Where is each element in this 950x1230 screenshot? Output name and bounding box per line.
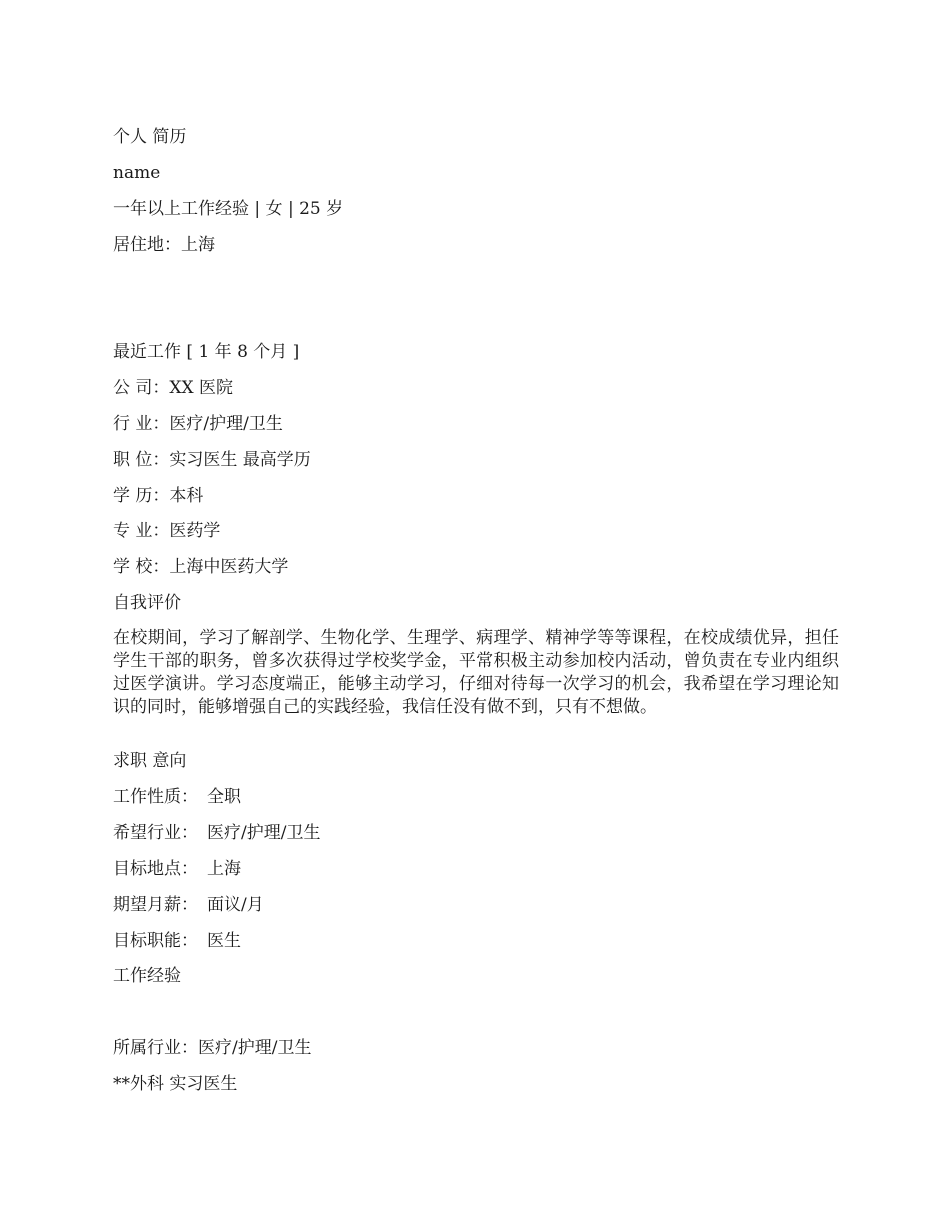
intention-value: 上海 (207, 859, 241, 879)
intention-value: 全职 (207, 787, 241, 807)
self-eval-heading: 自我评价 (113, 593, 181, 613)
self-eval-text: 在校期间，学习了解剖学、生物化学、生理学、病理学、精神学等等课程，在校成绩优异，担任学生干部的职务，曾多次获得过学校奖学金，平常积极主动参加校内活动，曾负责在专业内组织过医学演讲。学习态度端正，能够主动学习，仔细对待每一次学习的机会，我希望在学习理论知识的同时，能够增强自己的实践经验，我信任没有做不到，只有不想做。 (113, 628, 839, 717)
recent-job-heading: 最近工作 [ 1 年 8 个月 ] (113, 342, 300, 362)
experience-industry: 所属行业：医疗/护理/卫生 (113, 1038, 312, 1058)
intention-label: 工作性质： (113, 787, 198, 807)
recent-job-industry: 行 业：医疗/护理/卫生 (113, 414, 283, 434)
education-major: 专 业：医药学 (113, 521, 221, 541)
experience-heading: 工作经验 (113, 966, 181, 986)
candidate-residence: 居住地：上海 (113, 235, 215, 255)
intention-value: 面议/月 (207, 895, 264, 915)
intention-row-function (113, 930, 241, 952)
education-school: 学 校：上海中医药大学 (113, 557, 289, 577)
recent-job-company: 公 司：XX 医院 (113, 378, 234, 398)
intention-heading: 求职 意向 (113, 751, 187, 771)
education-degree: 学 历：本科 (113, 486, 204, 506)
intention-label: 希望行业： (113, 823, 198, 843)
intention-row-industry (113, 822, 320, 844)
resume-page (113, 0, 841, 1230)
intention-label: 期望月薪： (113, 895, 198, 915)
intention-label: 目标地点： (113, 859, 198, 879)
intention-value: 医疗/护理/卫生 (207, 823, 321, 843)
recent-job-position: 职 位：实习医生 最高学历 (113, 450, 311, 470)
candidate-name: name (113, 163, 161, 183)
candidate-summary: 一年以上工作经验 | 女 | 25 岁 (113, 199, 344, 219)
intention-value: 医生 (207, 931, 241, 951)
resume-title: 个人 简历 (113, 127, 187, 147)
intention-row-nature (113, 786, 241, 808)
intention-row-salary (113, 894, 264, 916)
intention-row-location (113, 858, 241, 880)
experience-role: **外科 实习医生 (113, 1074, 238, 1094)
intention-label: 目标职能： (113, 931, 198, 951)
